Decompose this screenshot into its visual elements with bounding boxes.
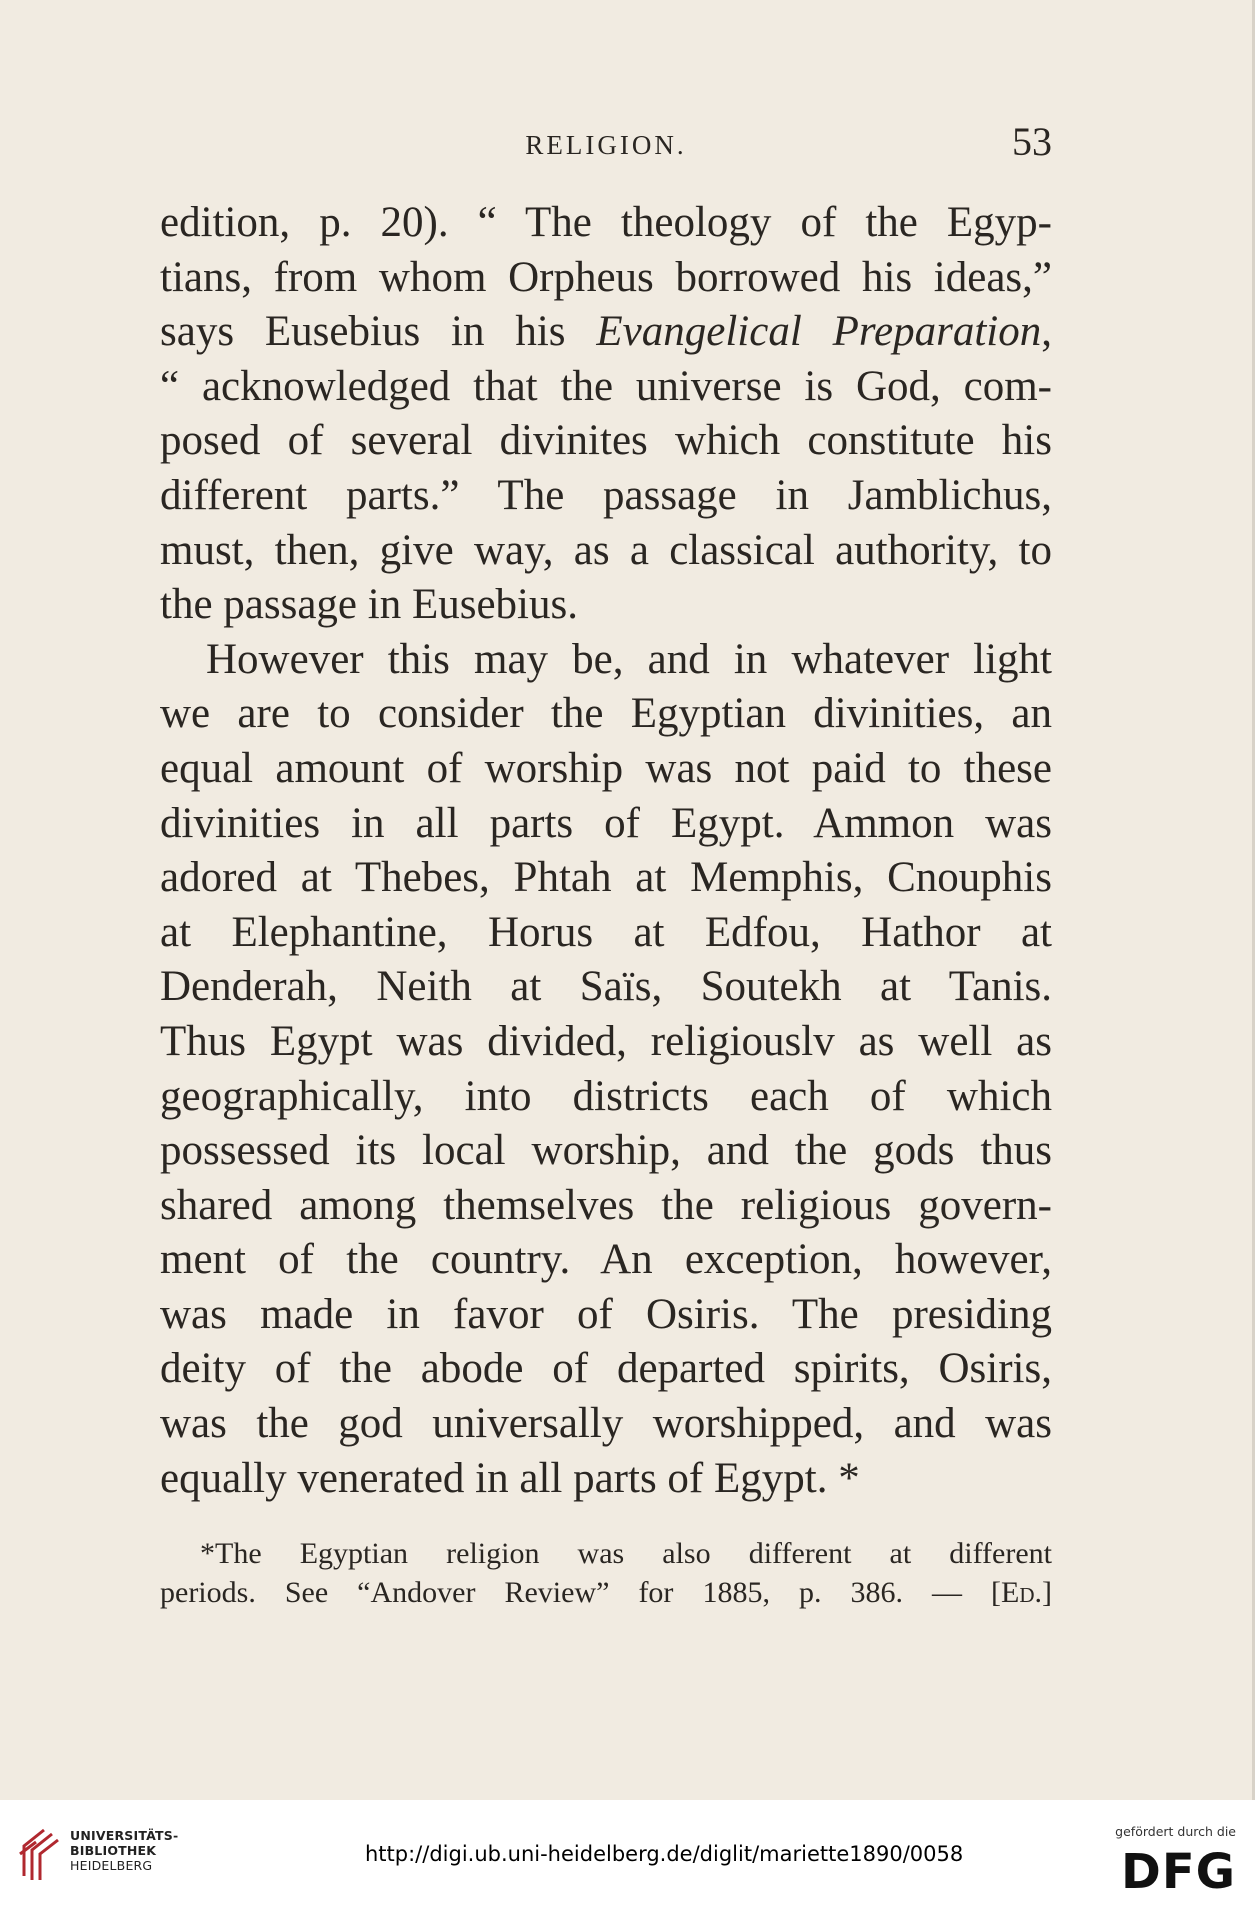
text-line: tians, from whom Orpheus borrowed his ideas,” (160, 253, 1052, 301)
text-line: posed of several divinites which constitute his (160, 417, 1052, 465)
library-name-line: BIBLIOTHEK (70, 1843, 157, 1858)
footnote-line (160, 1573, 1052, 1612)
permalink-url[interactable]: http://digi.ub.uni-heidelberg.de/diglit/mariette1890/0058 (365, 1842, 964, 1866)
page-number: 53 (1012, 119, 1052, 164)
text-fragment: , (1041, 308, 1052, 356)
footnote-fragment: periods. See “Andover Review” for 1885, p. 386. — [ (160, 1576, 1001, 1609)
funded-by-label: gefördert durch die (1115, 1824, 1236, 1839)
library-name-line: UNIVERSITÄTS- (70, 1828, 179, 1843)
library-name (70, 1828, 178, 1873)
text-line: the passage in Eusebius. (160, 581, 578, 629)
text-line: edition, p. 20). “ The theology of the Egyp- (160, 199, 1052, 246)
text-line: ment of the country. An exception, however, (160, 1236, 1052, 1284)
text-line: “ acknowledged that the universe is God, com- (160, 362, 1052, 410)
text-line: equally venerated in all parts of Egypt. * (160, 1454, 860, 1502)
dfg-logo: DFG (1120, 1844, 1236, 1900)
footnote-fragment: ] (1042, 1576, 1052, 1609)
library-name-line: HEIDELBERG (70, 1858, 153, 1873)
university-library-logo-icon (14, 1824, 62, 1882)
text-line: deity of the abode of departed spirits, Osiris, (160, 1345, 1052, 1393)
text-line: equal amount of worship was not paid to these (160, 744, 1052, 792)
text-line: different parts.” The passage in Jamblichus, (160, 471, 1052, 519)
running-head: RELIGION. (525, 130, 687, 160)
text-line: shared among themselves the religious govern- (160, 1181, 1052, 1229)
text-line: divinities in all parts of Egypt. Ammon was (160, 799, 1052, 847)
text-line: must, then, give way, as a classical authority, to (160, 526, 1052, 574)
page-header (160, 118, 1052, 168)
text-fragment: says Eusebius in his (160, 308, 597, 356)
editor-mark: Ed. (1001, 1576, 1042, 1609)
text-line: we are to consider the Egyptian divinities, an (160, 690, 1052, 738)
body-text (160, 196, 1052, 1506)
text-line: However this may be, and in whatever light (206, 635, 1052, 683)
footnote (160, 1534, 1052, 1612)
text-line: Thus Egypt was divided, religiouslv as well as (160, 1017, 1052, 1065)
text-line (160, 305, 1052, 360)
text-line: adored at Thebes, Phtah at Memphis, Cnouphis (160, 854, 1052, 902)
text-line: geographically, into districts each of which (160, 1072, 1052, 1120)
footnote-line: *The Egyptian religion was also different at different (200, 1537, 1052, 1570)
text-line: was made in favor of Osiris. The presiding (160, 1290, 1052, 1338)
text-line: at Elephantine, Horus at Edfou, Hathor at (160, 908, 1052, 956)
text-line: possessed its local worship, and the gods thus (160, 1127, 1052, 1175)
book-title: Evangelical Preparation (596, 308, 1042, 356)
text-line: Denderah, Neith at Saïs, Soutekh at Tanis. (160, 963, 1052, 1011)
digitization-footer (0, 1800, 1258, 1906)
text-line: was the god universally worshipped, and was (160, 1400, 1052, 1448)
